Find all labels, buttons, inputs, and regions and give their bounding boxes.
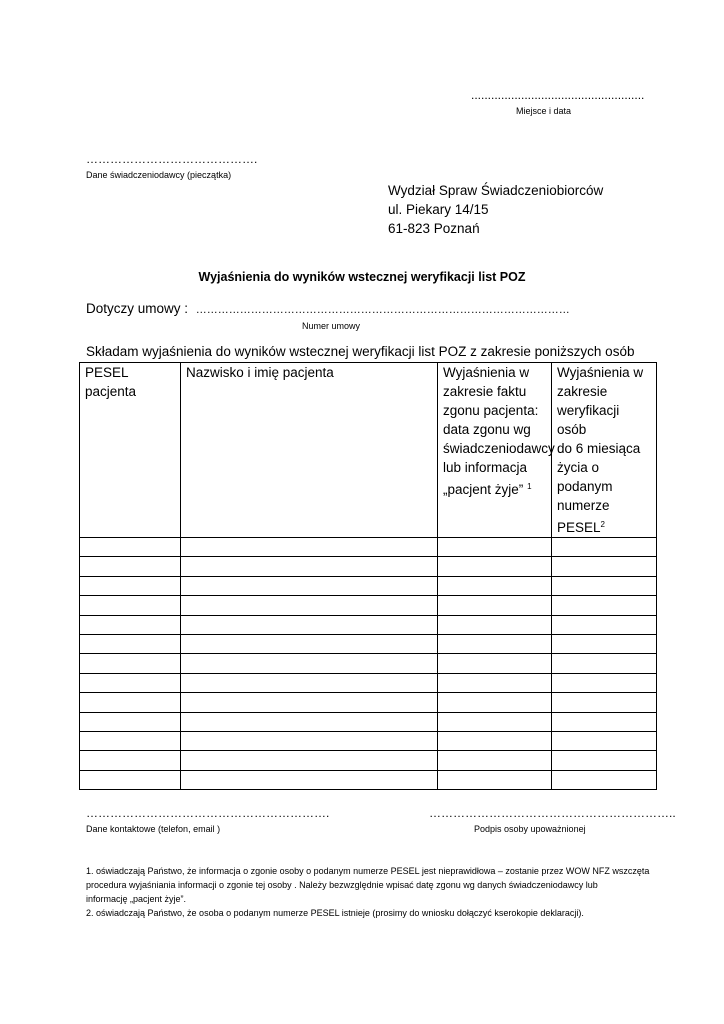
infant-cell[interactable] (552, 538, 657, 557)
infant-cell[interactable] (552, 615, 657, 634)
death-cell[interactable] (438, 557, 552, 576)
name-cell[interactable] (181, 751, 438, 770)
table-row (80, 712, 657, 731)
name-cell[interactable] (181, 634, 438, 653)
pesel-cell[interactable] (80, 557, 181, 576)
contract-number-caption: Numer umowy (302, 321, 361, 331)
infant-cell[interactable] (552, 596, 657, 615)
name-cell[interactable] (181, 731, 438, 750)
signature-field[interactable]: …………………………………………………….. (429, 806, 676, 820)
footnote-2: 2. oświadczają Państwo, że osoba o podanym numerze PESEL istnieje (prosimy do wniosku dołączyć kserokopie deklaracji). (86, 908, 584, 918)
table-row (80, 731, 657, 750)
name-cell[interactable] (181, 596, 438, 615)
provider-stamp-field[interactable]: ……………………………………. (86, 152, 258, 166)
table-row (80, 693, 657, 712)
name-cell[interactable] (181, 673, 438, 692)
pesel-cell[interactable] (80, 615, 181, 634)
statement-text: Składam wyjaśnienia do wyników wstecznej weryfikacji list POZ z zakresie poniższych osób (86, 344, 635, 359)
table-row (80, 673, 657, 692)
provider-stamp-label: Dane świadczeniodawcy (pieczątka) (86, 170, 232, 180)
infant-cell[interactable] (552, 712, 657, 731)
table-header-row (80, 363, 657, 538)
contact-field[interactable]: ……………………………………………………. (86, 806, 330, 820)
death-cell[interactable] (438, 596, 552, 615)
pesel-cell[interactable] (80, 596, 181, 615)
infant-cell[interactable] (552, 731, 657, 750)
infant-cell[interactable] (552, 673, 657, 692)
header-name: Nazwisko i imię pacjenta (181, 363, 438, 538)
signature-label: Podpis osoby upoważnionej (474, 824, 586, 834)
footnotes (86, 864, 649, 920)
pesel-cell[interactable] (80, 634, 181, 653)
table-row (80, 557, 657, 576)
pesel-cell[interactable] (80, 751, 181, 770)
header-infant-explanation: Wyjaśnienia w zakresie weryfikacji osób do 6 miesiąca życia o podanym numerze PESEL$^2$ (552, 363, 657, 538)
contract-row (86, 301, 570, 316)
death-cell[interactable] (438, 731, 552, 750)
address-line-2: ul. Piekary 14/15 (388, 202, 489, 217)
footnote-1-line-2: procedura wyjaśniania informacji o zgonie tej osoby . Należy bezwzględnie wpisać datę zgonu wg danych świadczeniodawcy lub (86, 880, 598, 890)
name-cell[interactable] (181, 615, 438, 634)
death-cell[interactable] (438, 615, 552, 634)
pesel-cell[interactable] (80, 693, 181, 712)
table-row (80, 751, 657, 770)
death-cell[interactable] (438, 634, 552, 653)
pesel-cell[interactable] (80, 712, 181, 731)
name-cell[interactable] (181, 538, 438, 557)
death-cell[interactable] (438, 538, 552, 557)
footnote-1-line-1: 1. oświadczają Państwo, że informacja o zgonie osoby o podanym numerze PESEL jest nieprawidłowa – zostanie przez WOW NFZ wszczęta (86, 866, 650, 876)
recipient-address (388, 181, 603, 238)
place-date-field[interactable]: .................................................... (471, 88, 645, 102)
footnote-1-line-3: informację „pacjent żyje”. (86, 894, 187, 904)
table-row (80, 770, 657, 789)
table-row (80, 654, 657, 673)
death-cell[interactable] (438, 673, 552, 692)
name-cell[interactable] (181, 770, 438, 789)
pesel-cell[interactable] (80, 770, 181, 789)
table-row (80, 576, 657, 595)
name-cell[interactable] (181, 557, 438, 576)
document-title: Wyjaśnienia do wyników wstecznej weryfikacji list POZ (198, 270, 526, 284)
place-date-label: Miejsce i data (516, 106, 572, 116)
death-cell[interactable] (438, 751, 552, 770)
footnote-ref-1: 1 (527, 482, 532, 491)
header-pesel: PESEL pacjenta (80, 363, 181, 538)
address-line-3: 61-823 Poznań (388, 221, 480, 236)
contact-label: Dane kontaktowe (telefon, email ) (86, 824, 221, 834)
name-cell[interactable] (181, 576, 438, 595)
pesel-cell[interactable] (80, 576, 181, 595)
patients-table (79, 362, 657, 790)
table-row (80, 596, 657, 615)
death-cell[interactable] (438, 712, 552, 731)
pesel-cell[interactable] (80, 538, 181, 557)
header-death-explanation: Wyjaśnienia w zakresie faktu zgonu pacjenta: data zgonu wg świadczeniodawcy lub informacja „pacjent żyje” $^1$ (438, 363, 552, 538)
pesel-cell[interactable] (80, 654, 181, 673)
pesel-cell[interactable] (80, 731, 181, 750)
name-cell[interactable] (181, 712, 438, 731)
address-line-1: Wydział Spraw Świadczeniobiorców (388, 183, 604, 198)
name-cell[interactable] (181, 693, 438, 712)
infant-cell[interactable] (552, 557, 657, 576)
infant-cell[interactable] (552, 634, 657, 653)
infant-cell[interactable] (552, 693, 657, 712)
table-row (80, 615, 657, 634)
name-cell[interactable] (181, 654, 438, 673)
table-row (80, 634, 657, 653)
contract-label: Dotyczy umowy : (86, 301, 189, 316)
infant-cell[interactable] (552, 770, 657, 789)
death-cell[interactable] (438, 654, 552, 673)
infant-cell[interactable] (552, 751, 657, 770)
death-cell[interactable] (438, 576, 552, 595)
death-cell[interactable] (438, 693, 552, 712)
infant-cell[interactable] (552, 654, 657, 673)
table-row (80, 538, 657, 557)
footnote-ref-2: 2 (600, 520, 605, 529)
infant-cell[interactable] (552, 576, 657, 595)
contract-number-field[interactable]: ………………………………………………………………………………………… (195, 304, 570, 316)
pesel-cell[interactable] (80, 673, 181, 692)
death-cell[interactable] (438, 770, 552, 789)
